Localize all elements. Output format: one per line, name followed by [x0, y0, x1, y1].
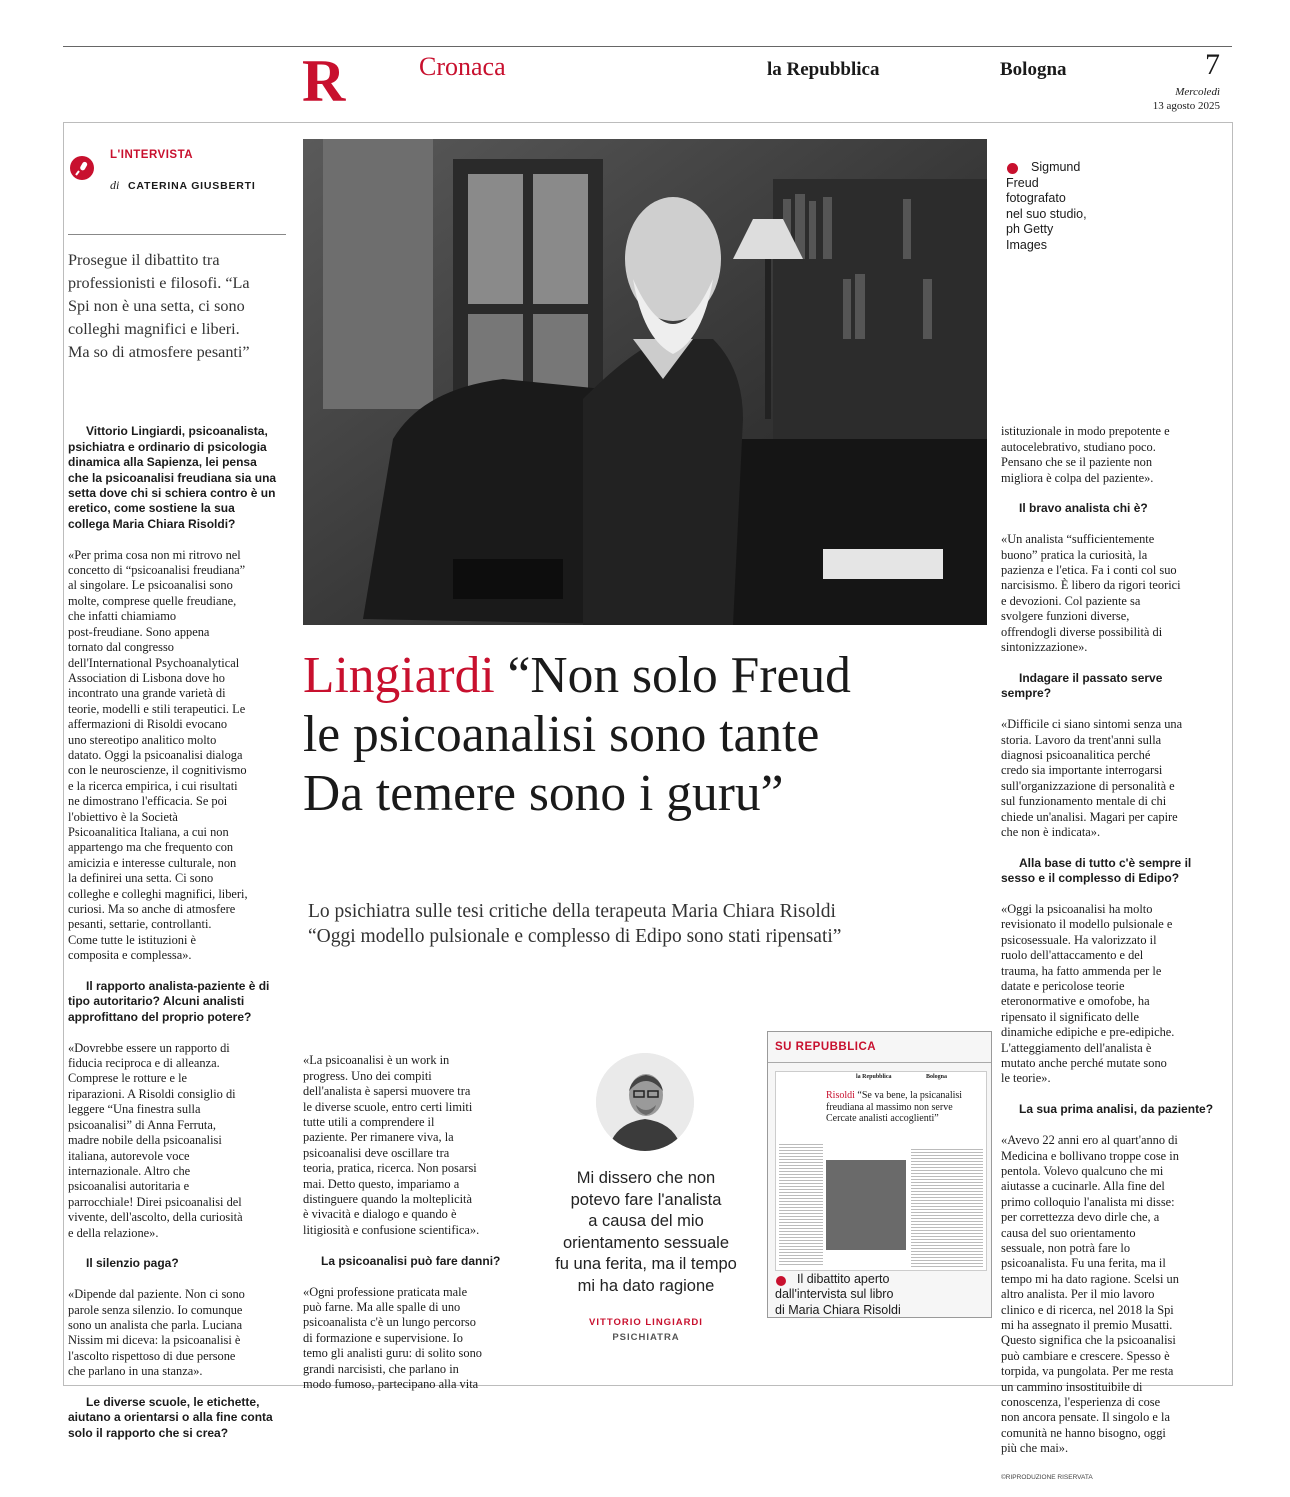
- byline-label: L'INTERVISTA: [110, 149, 194, 161]
- answer-5: «Ogni professione praticata male può farne. Ma alle spalle di uno psicoanalista c'è un lungo percorso di formazione e supervisione. Io temo gli analisti guru: di solito sono grandi narcisisti, che parlano in modo fumoso, partecipano alla vita: [303, 1284, 482, 1391]
- answer-3: «Dipende dal paziente. Non ci sono parole senza silenzio. Io comunque sono un analista che parla. Luciana Nissim mi diceva: la psicoanalisi è l'ascolto rispettoso di due persone che parlano in una stanza».: [68, 1287, 245, 1379]
- byline-prefix: di: [110, 178, 120, 192]
- question-4: Le diverse scuole, le etichette, aiutano a orientarsi o alla fine conta solo il rapporto che si crea?: [68, 1395, 273, 1440]
- answer-2: «Dovrebbe essere un rapporto di fiducia reciproca e di alleanza. Comprese le rotture e le riparazioni. A Risoldi consiglio di leggere “Una finestra sulla psicoanalisi” di Anna Ferruta, madre nobile della psicoanalisi italiana, autorevole voce internazionale. Altro che psicoanalisi autoritaria e parrocchiale! Direi psicoanalisi del vivente, dell'ascolto, della curiosità e della relazione».: [68, 1040, 243, 1240]
- microphone-icon: [70, 156, 94, 180]
- question-1: Vittorio Lingiardi, psicoanalista, psichiatra e ordinario di psicologia dinamica alla Sapienza, lei pensa che la psicoanalisi freudiana sia una setta dove chi si schiera contro è un eretico, come sostiene la sua collega Maria Chiara Risoldi?: [68, 424, 277, 531]
- page-number: 7: [1205, 48, 1220, 81]
- photo-caption: Sigmund Freud fotografato nel suo studio, ph Getty Images: [1006, 160, 1087, 252]
- subheadline-line2: “Oggi modello pulsionale e complesso di Edipo sono stati ripensati”: [308, 926, 842, 947]
- summary: Prosegue il dibattito tra professionisti e filosofi. “La Spi non è una setta, ci sono colleghi magnifici e liberi. Ma so di atmosfere pesanti”: [68, 251, 250, 361]
- freud-photo: [303, 139, 987, 625]
- answer-5-continued: istituzionale in modo prepotente e autocelebrativo, studiano poco. Pensano che se il paziente non migliora è colpa del paziente».: [1001, 424, 1170, 485]
- byline-author: CATERINA GIUSBERTI: [128, 180, 256, 192]
- thumb-edition: Bologna: [926, 1074, 948, 1080]
- newspaper-name: la Repubblica: [767, 59, 880, 80]
- thumb-headline: [826, 1090, 986, 1125]
- thumb-masthead: la Repubblica: [856, 1074, 892, 1080]
- question-7: Indagare il passato serve sempre?: [1001, 670, 1163, 701]
- question-9: La sua prima analisi, da paziente?: [1019, 1102, 1214, 1117]
- question-6: Il bravo analista chi è?: [1019, 501, 1148, 516]
- issue-date: 13 agosto 2025: [1152, 100, 1220, 112]
- section-name: Cronaca: [419, 52, 506, 81]
- headline-line3: Da temere sono i guru”: [303, 765, 784, 822]
- answer-8: «Oggi la psicoanalisi ha molto revisionato il modello pulsionale e psicosessuale. Ha valorizzato il ruolo dell'attaccamento e del trauma, ha fatto ammenda per le datate e pericolose teorie eteronormative e omofobe, ha ripensato il significato delle dinamiche edipiche e pre-edipiche. L'atteggiamento dell'analista è mutato anche perché mutate sono le teorie».: [1001, 902, 1175, 1086]
- headline: [303, 646, 993, 823]
- thumb-text-right: [911, 1147, 983, 1267]
- pull-quote-role: PSICHIATRA: [612, 1332, 680, 1343]
- question-3: Il silenzio paga?: [86, 1256, 179, 1271]
- answer-9: «Avevo 22 anni ero al quart'anno di Medicina e bollivano troppe cose in pentola. Volevo qualcuno che mi aiutasse a cucinarle. Alla fine del primo colloquio l'analista mi disse: per correttezza devo dirle che, a causa del suo orientamento sessuale, non potrà fare lo psicoanalista. Fu una ferita, ma il tempo mi ha dato ragione. Scelsi un altro analista. Per il mio lavoro clinico e di ricerca, nel 2018 la Spi mi ha assegnato il premio Musatti. Questo significa che la psicoanalisi può cambiare e crescere. Spesso è torpida, va pungolata. Per me resta un cammino insostituibile di conoscenza, l'esperienza di cose non ancora pensate. Il singolo e la comunità ne hanno bisogno, oggi più che mai».: [1001, 1133, 1179, 1456]
- thumb-text: [779, 1142, 823, 1267]
- top-rule: [63, 46, 1232, 47]
- question-8: Alla base di tutto c'è sempre il sesso e il complesso di Edipo?: [1001, 855, 1192, 886]
- column-1: [68, 409, 290, 1457]
- sidebar-label: SU REPUBBLICA: [775, 1041, 877, 1053]
- thumb-title: “Se va bene, la psicanalisi freudiana al massimo non serve Cercate analisti accoglienti”: [826, 1090, 963, 1124]
- answer-7: «Difficile ci siano sintomi senza una storia. Lavoro da trent'anni sulla diagnosi psicoanalitica perché credo sia importante interrogarsi sull'organizzazione di personalità e sul funzionamento mentale di chi chiede un'analisi. Magari per capire che non è indicata».: [1001, 717, 1183, 839]
- question-2: Il rapporto analista-paziente è di tipo autoritario? Alcuni analisti approfittano del proprio potere?: [68, 979, 270, 1024]
- sidebar-thumbnail[interactable]: [775, 1071, 987, 1271]
- answer-6: «Un analista “sufficientemente buono” pratica la curiosità, la pazienza e l'etica. Fa i conti col suo narcisismo. È libero da rigori teorici e devozioni. Col paziente sa svolgere funzioni diverse, offrendogli diverse possibilità di sintonizzazione».: [1001, 532, 1181, 655]
- edition-name: Bologna: [1000, 59, 1067, 80]
- pull-quote-name: VITTORIO LINGIARDI: [589, 1317, 703, 1328]
- headline-line2: le psicoanalisi sono tante: [303, 706, 820, 763]
- headline-line1: “Non solo Freud: [507, 647, 851, 704]
- subheadline: [308, 899, 988, 949]
- answer-1: «Per prima cosa non mi ritrovo nel concetto di “psicoanalisi freudiana” al singolare. Le psicoanalisi sono molte, comprese quelle freudiane, che infatti chiamiamo post-freudiane. Sono appena tornato dal congresso dell'International Psychoanalytical Association di Lisbona dove ho incontrato una grande varietà di teorie, modelli e stili terapeutici. Le affermazioni di Risoldi evocano uno stereotipo analitico molto datato. Oggi la psicoanalisi dialoga con le neuroscienze, il cognitivismo e la ricerca empirica, i cui risultati ne dimostrano l'efficacia. Se poi l'obiettivo è la Società Psicoanalitica Italiana, a cui non appartengo ma che frequento con amicizia e interesse culturale, non la definirei una setta. Ci sono colleghe e colleghi magnifici, liberi, curiosi. Ma so anche di atmosfere pesanti, settarie, controllanti. Come tutte le istituzioni è composita e complessa».: [68, 547, 248, 963]
- pull-quote: Mi dissero che non potevo fare l'analista a causa del mio orientamento sessuale fu una ferita, ma il tempo mi ha dato ragione: [555, 1169, 737, 1295]
- column-2: [303, 1038, 523, 1408]
- column-3: [1001, 409, 1223, 1497]
- thumb-name: Risoldi: [826, 1090, 855, 1101]
- headline-name: Lingiardi: [303, 647, 495, 704]
- copyright: ©RIPRODUZIONE RISERVATA: [1001, 1474, 1093, 1482]
- sidebar-caption: Il dibattito aperto dall'intervista sul libro di Maria Chiara Risoldi: [775, 1272, 901, 1317]
- sidebar-rule: [768, 1062, 991, 1063]
- question-5: La psicoanalisi può fare danni?: [321, 1253, 501, 1268]
- section-logo: R: [302, 48, 346, 114]
- thumb-photo: [826, 1160, 906, 1250]
- weekday: Mercoledì: [1175, 86, 1220, 98]
- byline-rule: [68, 234, 286, 235]
- subheadline-line1: Lo psichiatra sulle tesi critiche della terapeuta Maria Chiara Risoldi: [308, 901, 836, 922]
- answer-4: «La psicoanalisi è un work in progress. Uno dei compiti dell'analista è sapersi muovere tra le diverse scuole, entro certi limiti tutte utili a comprendere il paziente. Per rimanere viva, la psicoanalisi deve oscillare tra teoria, pratica, ricerca. Non posarsi mai. Detto questo, impariamo a distinguere quando la molteplicità è vivacità e dialogo e quando è litigiosità e confusione scientifica».: [303, 1053, 480, 1237]
- portrait: [596, 1053, 694, 1151]
